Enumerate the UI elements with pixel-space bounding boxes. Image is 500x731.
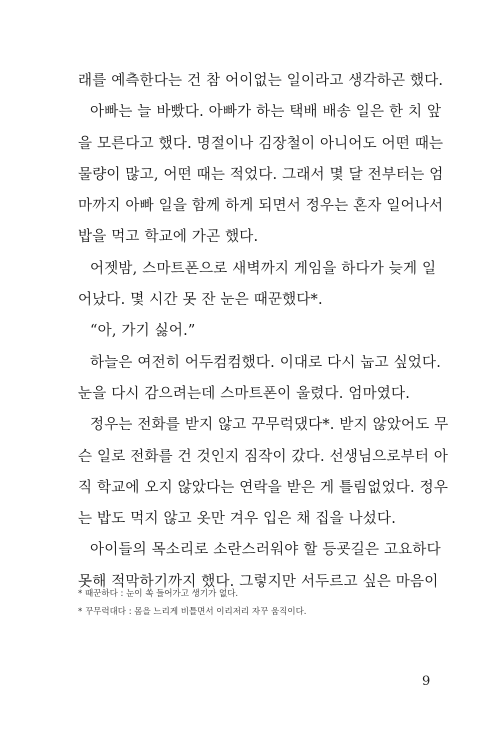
text-line: 하늘은 여전히 어두컴컴했다. 이대로 다시 눕고 싶었다.	[90, 354, 442, 371]
text-line: 슨 일로 전화를 건 것인지 짐작이 갔다. 선생님으로부터 아	[78, 448, 449, 465]
footnotes	[78, 585, 438, 621]
text-line: 직 학교에 오지 않았다는 연락을 받은 게 틀림없었다. 정우	[78, 479, 449, 496]
text-line: 어젯밤, 스마트폰으로 새벽까지 게임을 하다가 늦게 일	[90, 260, 437, 277]
text-line: “아, 가기 싫어.”	[90, 323, 196, 340]
text-line: 래를 예측한다는 건 참 어이없는 일이라고 생각하곤 했다.	[78, 73, 444, 89]
text-line: 어났다. 몇 시간 못 잔 눈은 때꾼했다*.	[78, 292, 323, 309]
footnote: * 때꾼하다 : 눈이 쏙 들어가고 생기가 없다.	[78, 589, 239, 599]
text-line: 을 모른다고 했다. 명절이나 김장철이 아니어도 어떤 때는	[78, 135, 444, 152]
text-line: 는 밥도 먹지 않고 옷만 겨우 입은 채 집을 나섰다.	[78, 511, 397, 528]
text-line: 눈을 다시 감으려는데 스마트폰이 울렸다. 엄마였다.	[78, 385, 411, 402]
text-line: 밥을 먹고 학교에 가곤 했다.	[78, 229, 259, 246]
text-line: 못해 적막하기까지 했다. 그렇지만 서두르고 싶은 마음이	[78, 573, 439, 590]
body-text	[78, 66, 449, 598]
text-line: 물량이 많고, 어떤 때는 적었다. 그래서 몇 달 전부터는 엄	[78, 166, 444, 183]
page-number: 9	[422, 674, 431, 689]
footnote: * 꾸무럭대다 : 몸을 느리게 비틀면서 이리저리 자꾸 움직이다.	[78, 607, 307, 617]
text-line: 정우는 전화를 받지 않고 꾸무럭댔다*. 받지 않았어도 무	[90, 417, 449, 434]
text-line: 아이들의 목소리로 소란스러워야 할 등굣길은 고요하다	[90, 542, 441, 559]
text-line: 아빠는 늘 바빴다. 아빠가 하는 택배 배송 일은 한 치 앞	[90, 104, 442, 121]
text-line: 마까지 아빠 일을 함께 하게 되면서 정우는 혼자 일어나서	[78, 198, 444, 215]
